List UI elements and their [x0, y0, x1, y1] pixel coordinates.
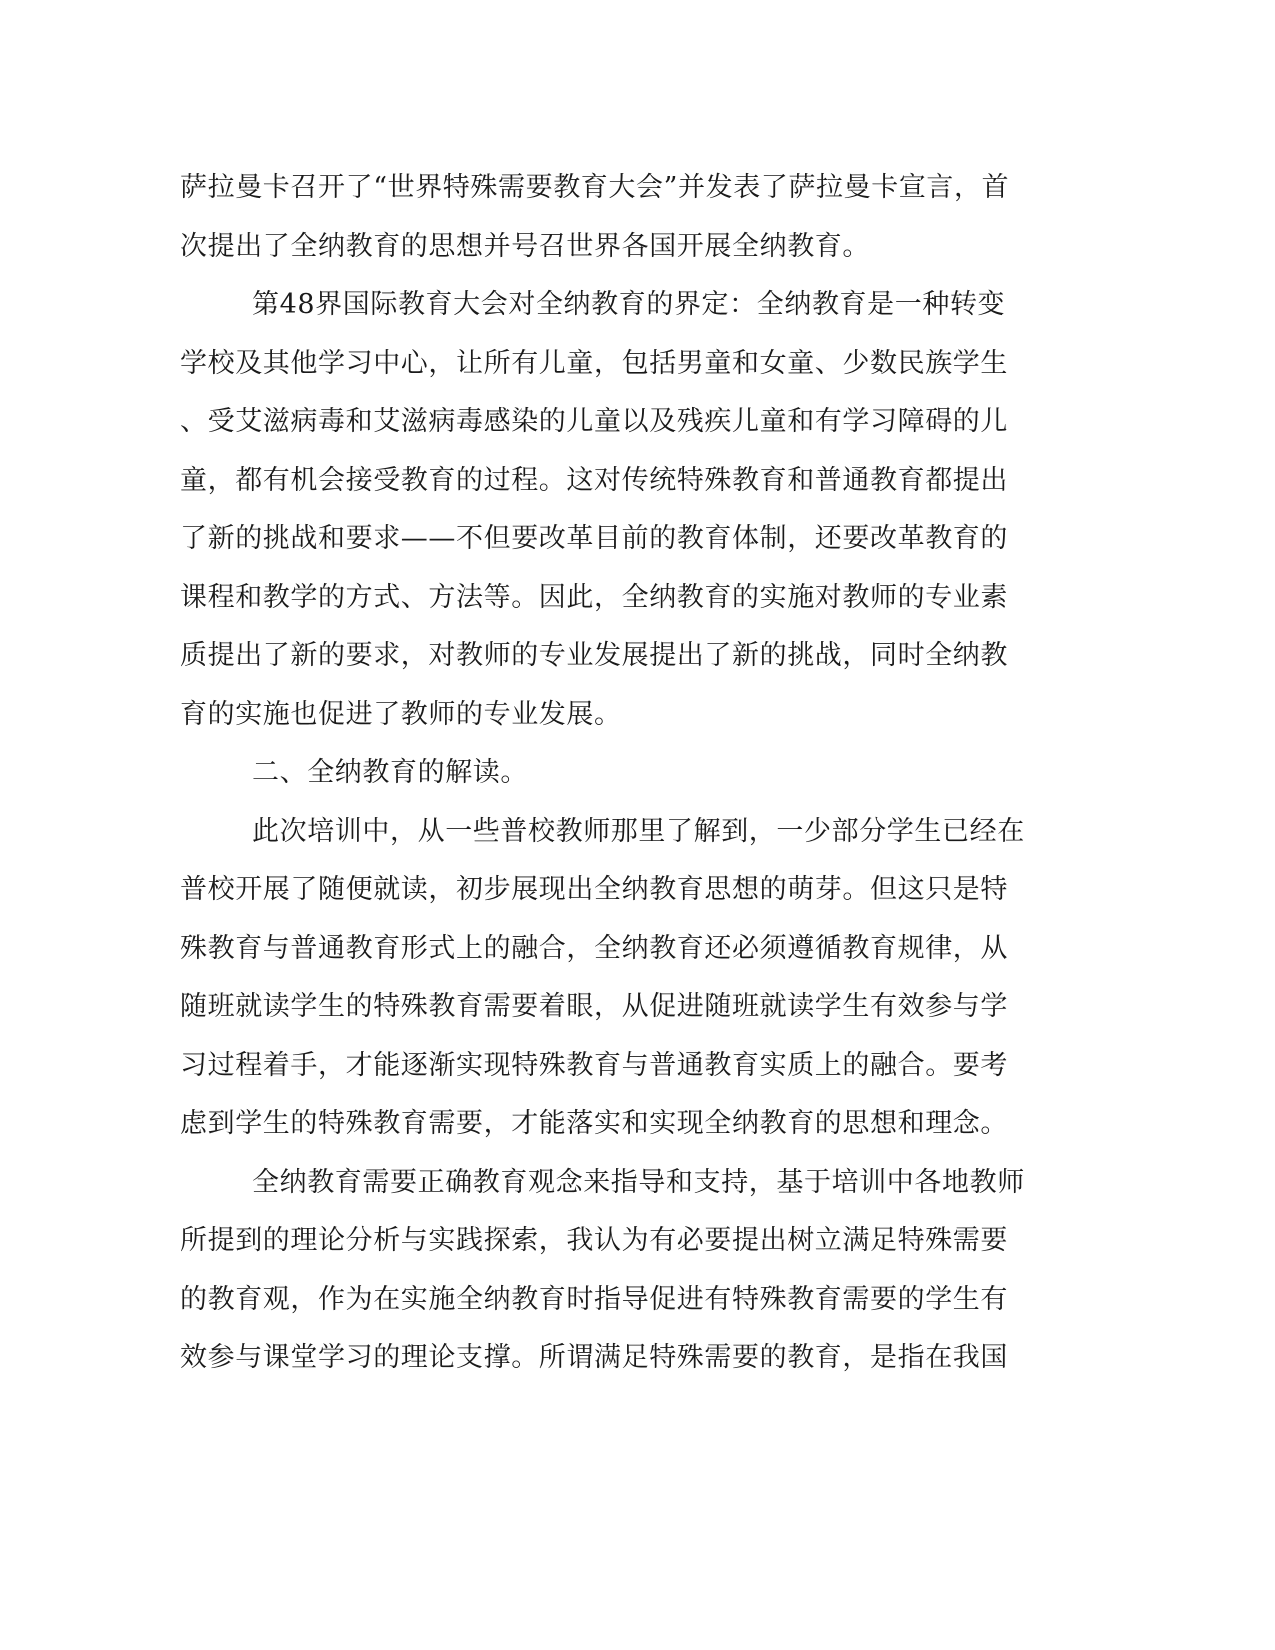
text-line: 萨拉曼卡召开了“世界特殊需要教育大会”并发表了萨拉曼卡宣言，首	[180, 172, 1010, 203]
text-line: 殊教育与普通教育形式上的融合，全纳教育还必须遵循教育规律，从	[180, 932, 1008, 964]
text-line: 育的实施也促进了教师的专业发展。	[180, 698, 622, 730]
text-line: 学校及其他学习中心，让所有儿童，包括男童和女童、少数民族学生	[180, 347, 1008, 379]
text-line: 虑到学生的特殊教育需要，才能落实和实现全纳教育的思想和理念。	[180, 1108, 1008, 1139]
text-line: 全纳教育需要正确教育观念来指导和支持，基于培训中各地教师	[252, 1166, 1025, 1198]
text-line: 习过程着手，才能逐渐实现特殊教育与普通教育实质上的融合。要考	[180, 1049, 1008, 1081]
text-line: 、受艾滋病毒和艾滋病毒感染的儿童以及残疾儿童和有学习障碍的儿	[180, 406, 1008, 437]
text-line: 课程和教学的方式、方法等。因此，全纳教育的实施对教师的专业素	[180, 581, 1008, 613]
text-line: 次提出了全纳教育的思想并号召世界各国开展全纳教育。	[180, 230, 870, 262]
text-line: 质提出了新的要求，对教师的专业发展提出了新的挑战，同时全纳教	[180, 640, 1008, 671]
text-line: 普校开展了随便就读，初步展现出全纳教育思想的萌芽。但这只是特	[180, 874, 1008, 905]
text-line: 随班就读学生的特殊教育需要着眼，从促进随班就读学生有效参与学	[180, 991, 1008, 1022]
text-line: 的教育观，作为在实施全纳教育时指导促进有特殊教育需要的学生有	[180, 1283, 1008, 1315]
text-line: 此次培训中，从一些普校教师那里了解到，一少部分学生已经在	[252, 815, 1025, 847]
text-line: 了新的挑战和要求——不但要改革目前的教育体制，还要改革教育的	[180, 523, 1008, 554]
text-line: 童，都有机会接受教育的过程。这对传统特殊教育和普通教育都提出	[180, 464, 1008, 496]
document-body	[180, 159, 1030, 1388]
text-line: 效参与课堂学习的理论支撑。所谓满足特殊需要的教育，是指在我国	[180, 1342, 1008, 1373]
section-heading: 二、全纳教育的解读。	[252, 757, 528, 788]
text-line: 所提到的理论分析与实践探索，我认为有必要提出树立满足特殊需要	[180, 1225, 1008, 1256]
text-line: 第48界国际教育大会对全纳教育的界定：全纳教育是一种转变	[252, 289, 1006, 320]
